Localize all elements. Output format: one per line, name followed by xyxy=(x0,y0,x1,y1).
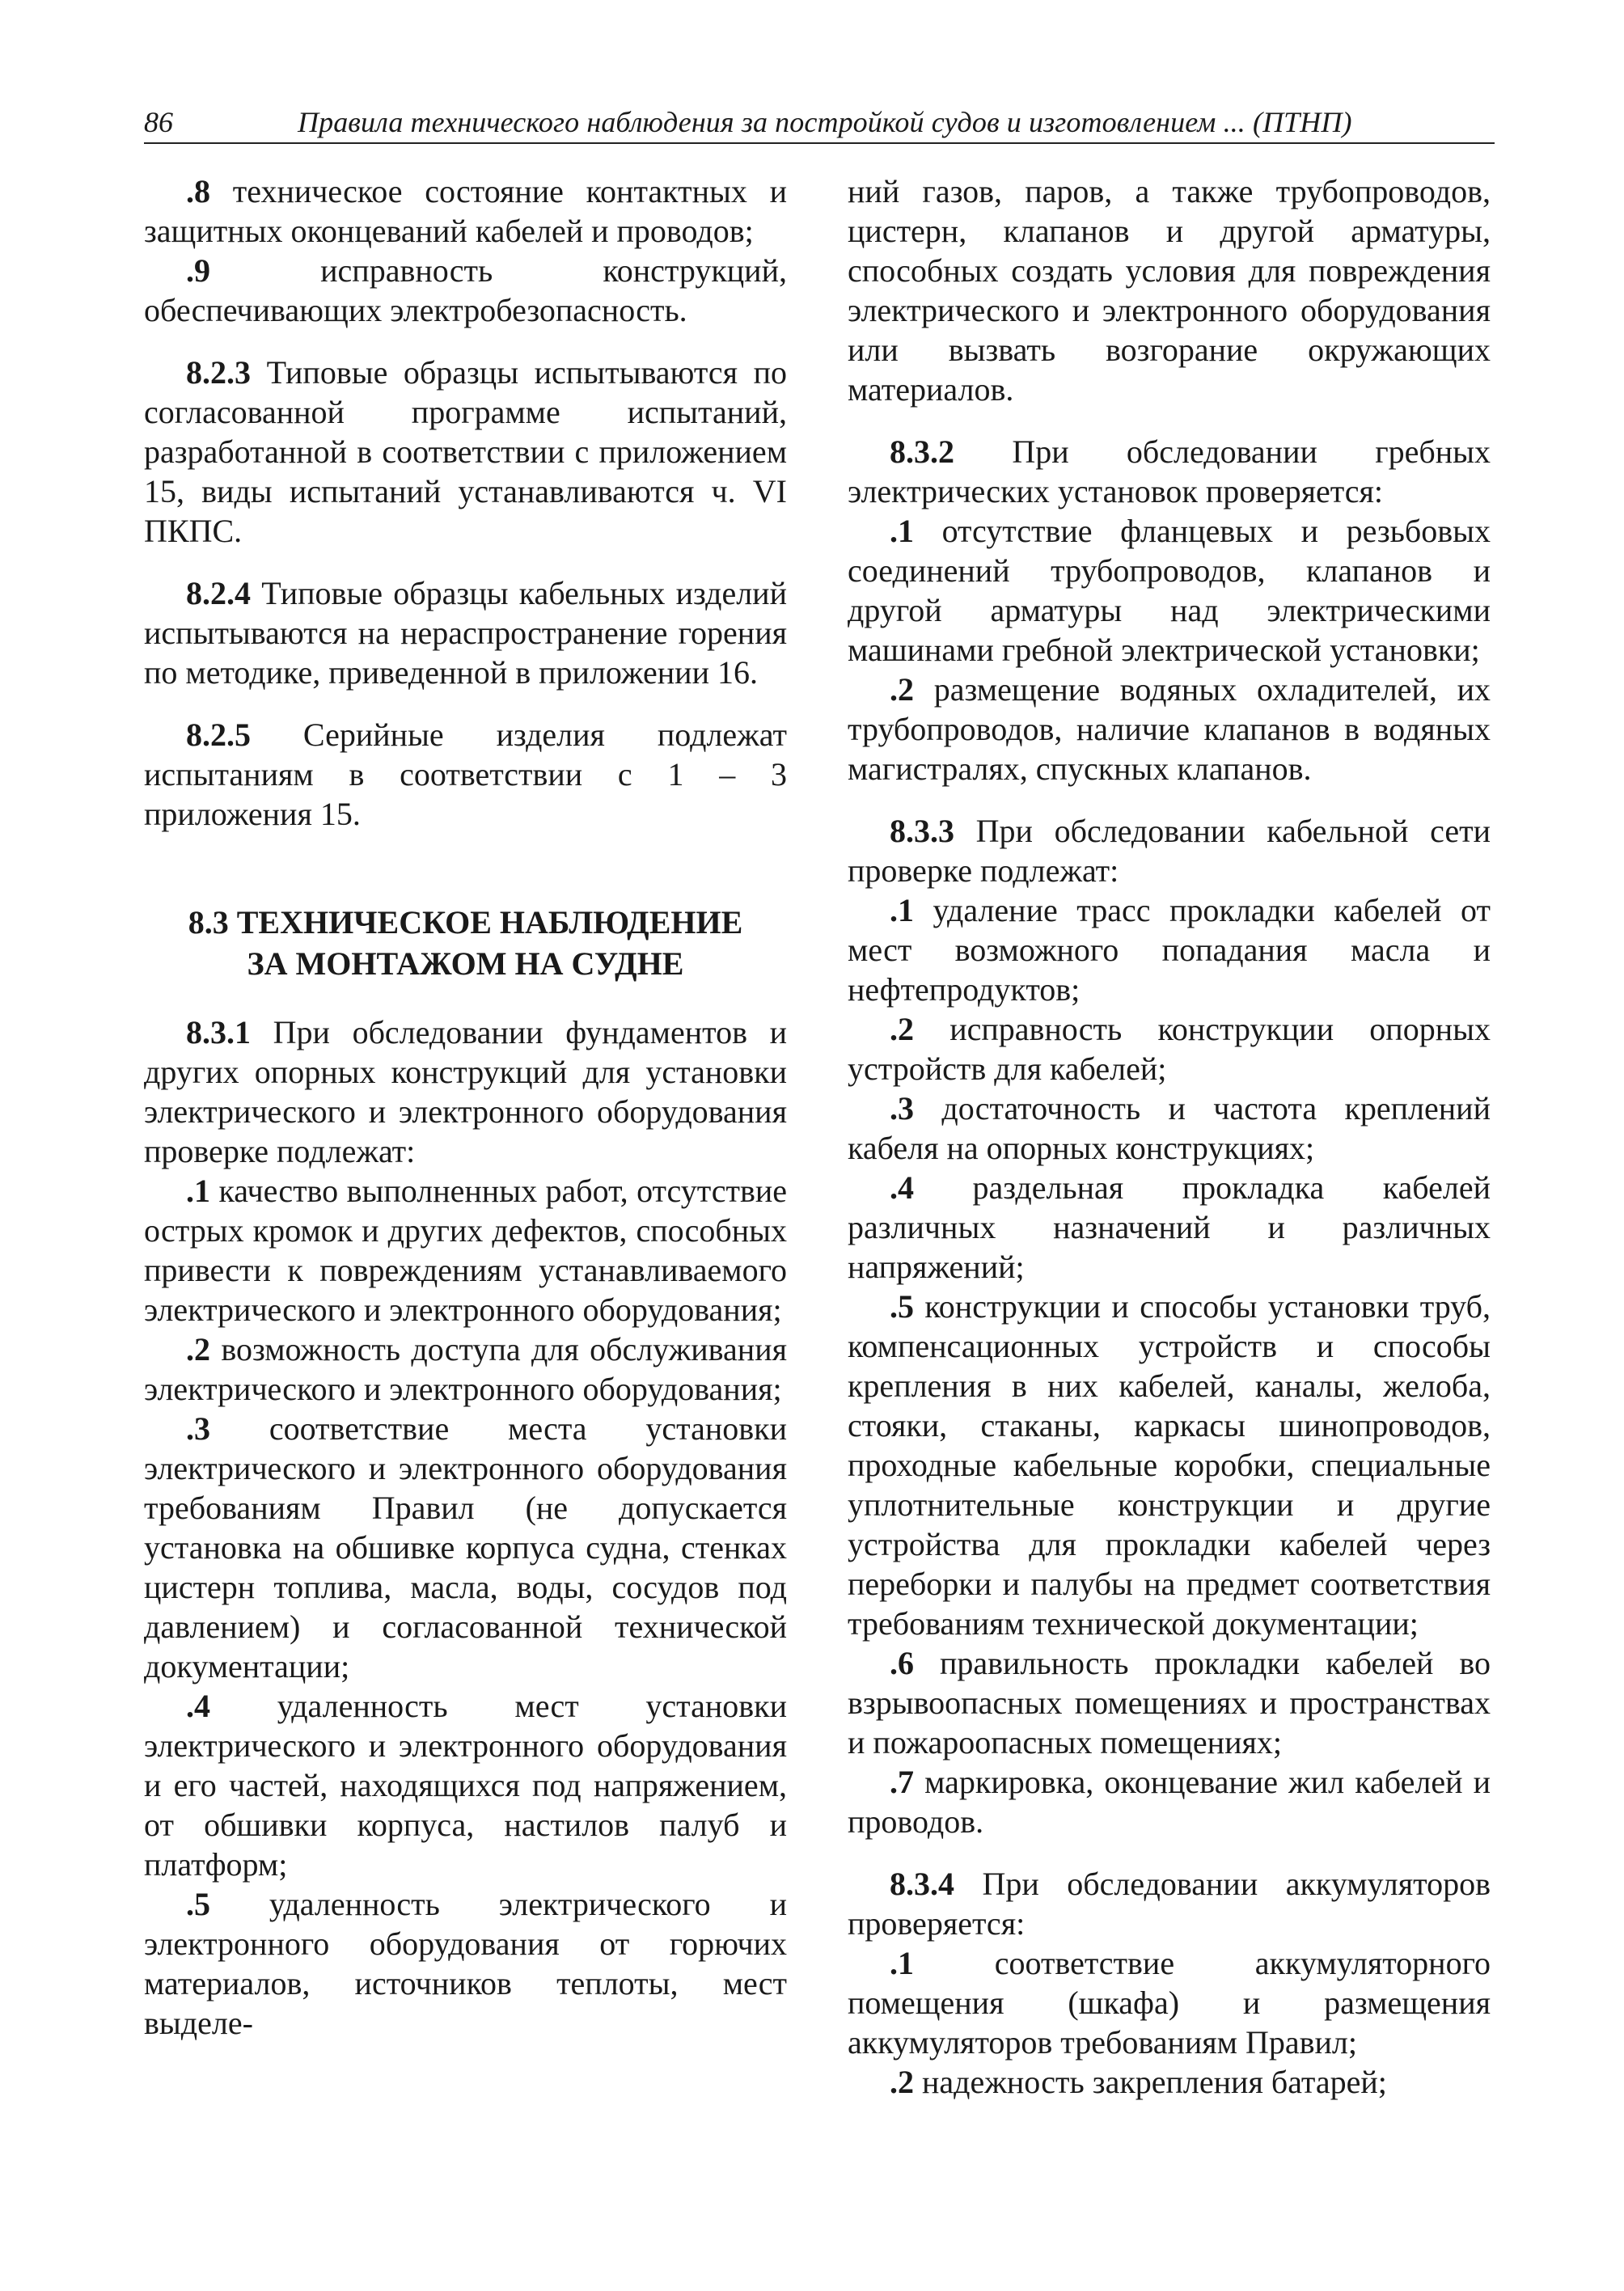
item-9 xyxy=(144,251,787,330)
item-text: размещение водяных охладителей, их трубопроводов, наличие клапанов в водяных магистралях, спускных клапанов. xyxy=(848,671,1491,787)
clause-text: Серийные изделия подлежат испытаниям в соответствии с 1 – 3 приложения 15. xyxy=(144,716,787,832)
clause-text: Типовые образцы кабельных изделий испытываются на нераспространение горения по методике, приведенной в приложении 16. xyxy=(144,575,787,691)
list-item-6 xyxy=(848,1643,1491,1762)
clause-number: 8.3.1 xyxy=(186,1014,251,1050)
item-text: исправность конструкций, обеспечивающих электробезопасность. xyxy=(144,252,787,328)
running-title: Правила технического наблюдения за постройкой судов и изготовлением ... (ПТНП) xyxy=(298,106,1352,138)
clause-8-3-3 xyxy=(848,811,1491,890)
item-text: удаление трасс прокладки кабелей от мест возможного попадания масла и нефтепродуктов; xyxy=(848,892,1491,1008)
item-text: исправность конструкции опорных устройств для кабелей; xyxy=(848,1011,1491,1087)
heading-line-2: ЗА МОНТАЖОМ НА СУДНЕ xyxy=(247,945,684,982)
right-column xyxy=(848,171,1491,2102)
clause-text: При обследовании гребных электрических установок проверяется: xyxy=(848,433,1491,509)
list-item-1 xyxy=(848,1943,1491,2062)
item-number: .2 xyxy=(890,671,914,708)
item-number: .4 xyxy=(186,1688,210,1724)
running-header xyxy=(144,104,1495,144)
item-text: достаточность и частота креплений кабеля на опорных конструкциях; xyxy=(848,1090,1491,1166)
list-item-3 xyxy=(144,1409,787,1686)
clause-number: 8.3.4 xyxy=(890,1866,954,1902)
list-item-2 xyxy=(144,1329,787,1409)
list-item-5 xyxy=(144,1884,787,2043)
list-item-4 xyxy=(144,1686,787,1884)
item-number: .1 xyxy=(890,892,914,928)
item-text: маркировка, оконцевание жил кабелей и проводов. xyxy=(848,1764,1491,1840)
item-number: .1 xyxy=(186,1173,210,1209)
item-number: .2 xyxy=(186,1331,210,1367)
item-number: .5 xyxy=(186,1886,210,1922)
item-number: .5 xyxy=(890,1288,914,1325)
item-number: .8 xyxy=(186,173,210,209)
clause-8-3-2 xyxy=(848,432,1491,511)
clause-text: При обследовании аккумуляторов проверяется: xyxy=(848,1866,1491,1942)
item-text: техническое состояние контактных и защитных оконцеваний кабелей и проводов; xyxy=(144,173,787,249)
item-number: .3 xyxy=(186,1410,210,1447)
clause-text: При обследовании фундаментов и других опорных конструкций для установки электрического и электронного оборудования проверке подлежат: xyxy=(144,1014,787,1169)
clause-text: При обследовании кабельной сети проверке подлежат: xyxy=(848,813,1491,889)
item-text: качество выполненных работ, отсутствие острых кромок и других дефектов, способных привести к повреждениям устанавливаемого электрического и электронного оборудования; xyxy=(144,1173,787,1328)
item-text: соответствие места установки электрического и электронного оборудования требованиям Правил (не допускается установка на обшивке корпуса судна, стенках цистерн топлива, масла, воды, сосудов под давлением) и согласованной технической документации; xyxy=(144,1410,787,1684)
item-text: правильность прокладки кабелей во взрывоопасных помещениях и пространствах и пожароопасных помещениях; xyxy=(848,1645,1491,1761)
list-item-2 xyxy=(848,670,1491,788)
clause-number: 8.2.5 xyxy=(186,716,251,753)
list-item-2 xyxy=(848,1009,1491,1088)
section-heading-8-3 xyxy=(144,902,787,984)
list-item-4 xyxy=(848,1168,1491,1287)
item-text: надежность закрепления батарей; xyxy=(914,2064,1387,2100)
clause-number: 8.3.2 xyxy=(890,433,954,470)
clause-8-2-5 xyxy=(144,715,787,834)
clause-8-3-4 xyxy=(848,1864,1491,1943)
item-number: .2 xyxy=(890,1011,914,1047)
item-text: удаленность мест установки электрического и электронного оборудования и его частей, находящихся под напряжением, от обшивки корпуса, настилов палуб и платформ; xyxy=(144,1688,787,1883)
continued-text: ний газов, паров, а также трубопроводов, цистерн, клапанов и другой арматуры, способных создать условия для повреждения электрического и электронного оборудования или вызвать возгорание окружающих материалов. xyxy=(848,173,1491,408)
item-text: возможность доступа для обслуживания электрического и электронного оборудования; xyxy=(144,1331,787,1407)
item-text: удаленность электрического и электронного оборудования от горючих материалов, источников теплоты, мест выделе- xyxy=(144,1886,787,2041)
clause-number: 8.2.3 xyxy=(186,354,251,391)
list-item-1 xyxy=(848,511,1491,670)
item-number: .1 xyxy=(890,1945,914,1981)
clause-8-2-4 xyxy=(144,573,787,692)
item-8 xyxy=(144,171,787,251)
page-number: 86 xyxy=(144,106,173,138)
item-number: .2 xyxy=(890,2064,914,2100)
item-number: .3 xyxy=(890,1090,914,1126)
item-text: отсутствие фланцевых и резьбовых соединений трубопроводов, клапанов и другой арматуры над электрическими машинами гребной электрической установки; xyxy=(848,513,1491,668)
list-item-1 xyxy=(144,1171,787,1329)
list-item-3 xyxy=(848,1088,1491,1168)
item-text: конструкции и способы установки труб, компенсационных устройств и способы крепления в них кабелей, каналы, желоба, стояки, стаканы, каркасы шинопроводов, проходные кабельные коробки, специальные уплотнительные конструкции и другие устройства для прокладки кабелей через переборки и палубы на предмет соответствия требованиям технической документации; xyxy=(848,1288,1491,1642)
item-number: .6 xyxy=(890,1645,914,1681)
clause-8-3-1 xyxy=(144,1012,787,1171)
left-column xyxy=(144,171,787,2043)
item-text: соответствие аккумуляторного помещения (шкафа) и размещения аккумуляторов требованиям Правил; xyxy=(848,1945,1491,2061)
list-item-1 xyxy=(848,890,1491,1009)
item-number: .1 xyxy=(890,513,914,549)
item-number: .4 xyxy=(890,1169,914,1206)
item-text: раздельная прокладка кабелей различных назначений и различных напряжений; xyxy=(848,1169,1491,1285)
heading-line-1: 8.3 ТЕХНИЧЕСКОЕ НАБЛЮДЕНИЕ xyxy=(188,904,743,940)
item-number: .7 xyxy=(890,1764,914,1800)
list-item-2 xyxy=(848,2062,1491,2102)
clause-number: 8.2.4 xyxy=(186,575,251,611)
list-item-5 xyxy=(848,1287,1491,1643)
item-number: .9 xyxy=(186,252,210,289)
clause-number: 8.3.3 xyxy=(890,813,954,849)
list-item-7 xyxy=(848,1762,1491,1841)
clause-text: Типовые образцы испытываются по согласованной программе испытаний, разработанной в соответствии с приложением 15, виды испытаний устанавливаются ч. VI ПКПС. xyxy=(144,354,787,549)
clause-8-2-3 xyxy=(144,353,787,551)
